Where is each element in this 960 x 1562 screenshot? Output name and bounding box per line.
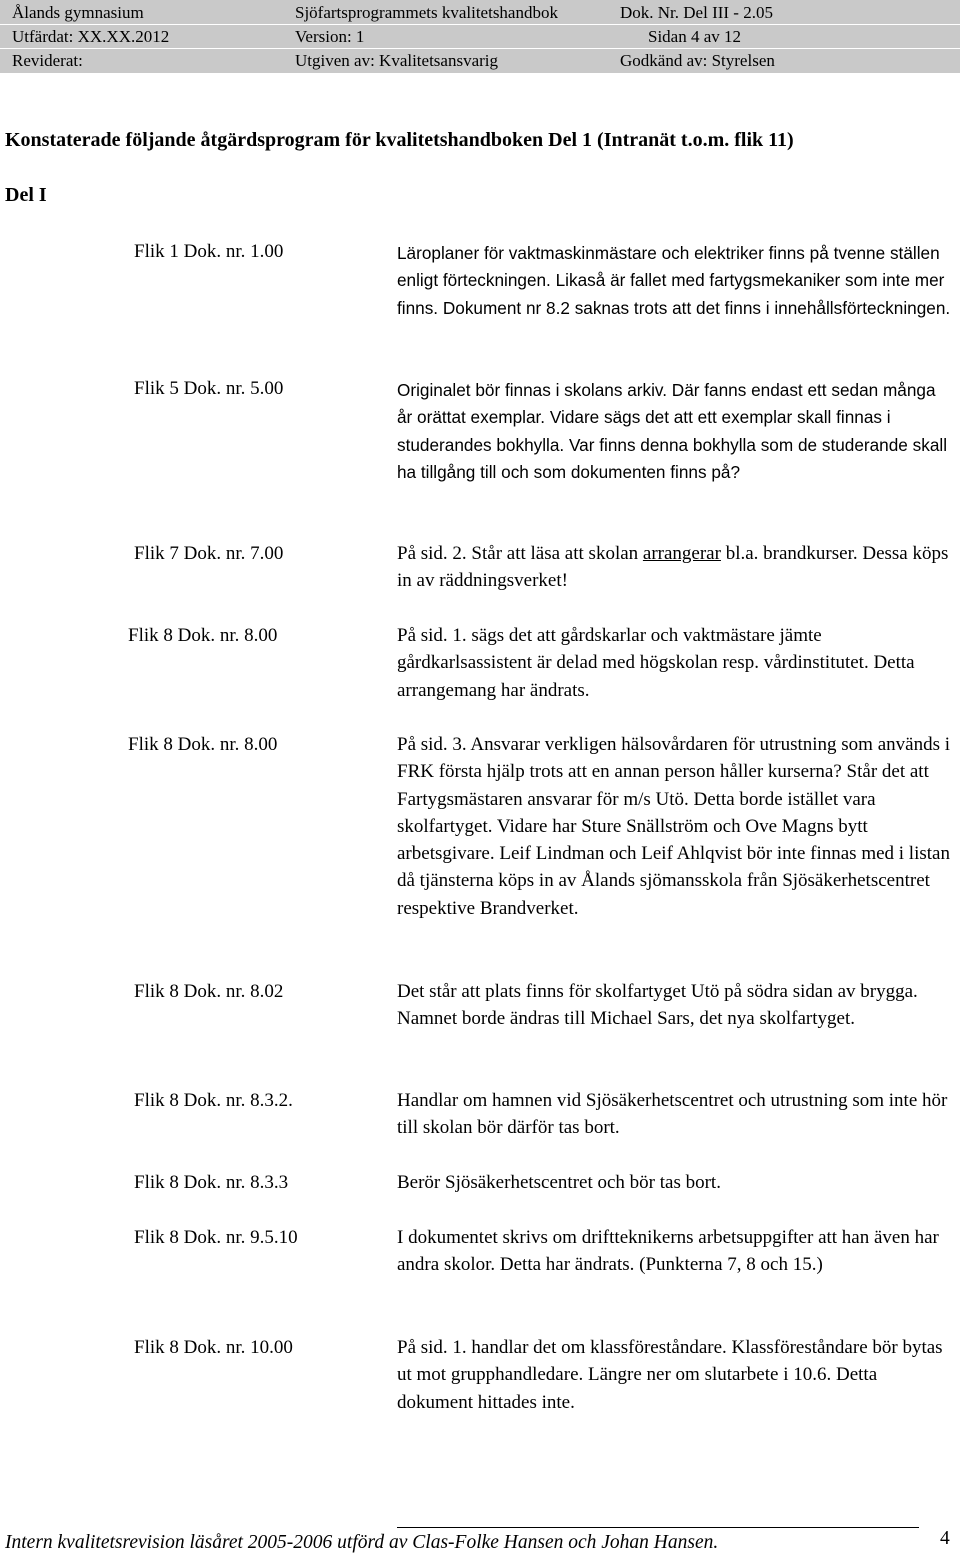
entry-text: Berör Sjösäkerhetscentret och bör tas bort. xyxy=(397,1172,721,1193)
entry-label: Flik 8 Dok. nr. 8.00 xyxy=(128,625,278,646)
header-issued: Utfärdat: XX.XX.2012 xyxy=(12,27,170,46)
entry-text: Handlar om hamnen vid Sjösäkerhetscentret och utrustning som inte hör till skolan bör därför tas bort. xyxy=(397,1090,948,1139)
entry-label: Flik 8 Dok. nr. 9.5.10 xyxy=(134,1227,298,1248)
header-approved-by: Godkänd av: Styrelsen xyxy=(620,51,775,70)
entry-label: Flik 1 Dok. nr. 1.00 xyxy=(134,241,284,262)
footer-divider xyxy=(397,1527,919,1528)
header-divider xyxy=(0,24,960,25)
entry-text: I dokumentet skrivs om driftteknikerns arbetsuppgifter att han även har andra skolor. Detta har ändrats. (Punkterna 7, 8 och 15.) xyxy=(397,1227,939,1276)
entry-label: Flik 8 Dok. nr. 8.00 xyxy=(128,734,278,755)
underlined-word: arrangerar xyxy=(642,543,721,564)
footer-page-number: 4 xyxy=(940,1528,950,1549)
entry-text: På sid. 2. Står att läsa att skolan arrangerar bl.a. brandkurser. Dessa köps in av räddningsverket! xyxy=(397,543,949,592)
entry-label: Flik 8 Dok. nr. 8.3.3 xyxy=(134,1172,289,1193)
section-heading: Del I xyxy=(5,184,47,206)
header-doc-number: Dok. Nr. Del III - 2.05 xyxy=(620,3,773,22)
entry-label: Flik 5 Dok. nr. 5.00 xyxy=(134,378,284,399)
entry-label: Flik 8 Dok. nr. 8.3.2. xyxy=(134,1090,293,1111)
entry-text: Läroplaner för vaktmaskinmästare och elektriker finns på tvenne ställen enligt förteckningen. Likaså är fallet med fartygsmekaniker som inte mer finns. Dokument nr 8.2 saknas trots att det finns i innehållsförteckningen. xyxy=(397,243,951,318)
header-handbook: Sjöfartsprogrammets kvalitetshandbok xyxy=(295,3,558,22)
entry-text: På sid. 3. Ansvarar verkligen hälsovårdaren för utrustning som används i FRK första hjälp trots att en annan person håller kurserna? Står det att Fartygsmästaren ansvarar för m/s Utö. Detta borde istället vara skolfartyget. Vidare har Sture Snällström och Ove Magns bytt arbetsgivare. Leif Lindman och Leif Ahlqvist bör inte finnas med i listan då tjänsterna köps in av Ålands sjömansskola från Sjösäkerhetscentret respektive Brandverket. xyxy=(397,734,950,919)
document-header xyxy=(0,0,960,73)
entry-text: Originalet bör finnas i skolans arkiv. Där fanns endast ett sedan många år orättat exemplar. Vidare sägs det att ett exemplar skall finnas i studerandes bokhylla. Var finns denna bokhylla som de studerande skall ha tillgång till och som dokumenten finns på? xyxy=(397,380,948,482)
entry-text: På sid. 1. sägs det att gårdskarlar och vaktmästare jämte gårdkarlsassistent är delad med högskolan resp. vårdinstitutet. Detta arrangemang har ändrats. xyxy=(397,625,915,701)
header-school: Ålands gymnasium xyxy=(12,3,144,22)
header-revised: Reviderat: xyxy=(12,51,83,70)
header-divider xyxy=(0,48,960,49)
entry-label: Flik 8 Dok. nr. 8.02 xyxy=(134,981,284,1002)
entry-text: Det står att plats finns för skolfartyget Utö på södra sidan av brygga. Namnet borde ändras till Michael Sars, det nya skolfartyget. xyxy=(397,981,918,1030)
footer-text: Intern kvalitetsrevision läsåret 2005-2006 utförd av Clas-Folke Hansen och Johan Hansen. xyxy=(5,1532,719,1553)
header-version: Version: 1 xyxy=(295,27,365,46)
page-title: Konstaterade följande åtgärdsprogram för kvalitetshandboken Del 1 (Intranät t.o.m. flik 11) xyxy=(5,129,794,151)
entry-label: Flik 8 Dok. nr. 10.00 xyxy=(134,1337,293,1358)
entry-label: Flik 7 Dok. nr. 7.00 xyxy=(134,543,284,564)
entry-text: På sid. 1. handlar det om klassföreståndare. Klassföreståndare bör bytas ut mot grupphandledare. Längre ner om slutarbete i 10.6. Detta dokument hittades inte. xyxy=(397,1337,943,1413)
header-page: Sidan 4 av 12 xyxy=(648,27,742,46)
header-issued-by: Utgiven av: Kvalitetsansvarig xyxy=(295,51,499,70)
